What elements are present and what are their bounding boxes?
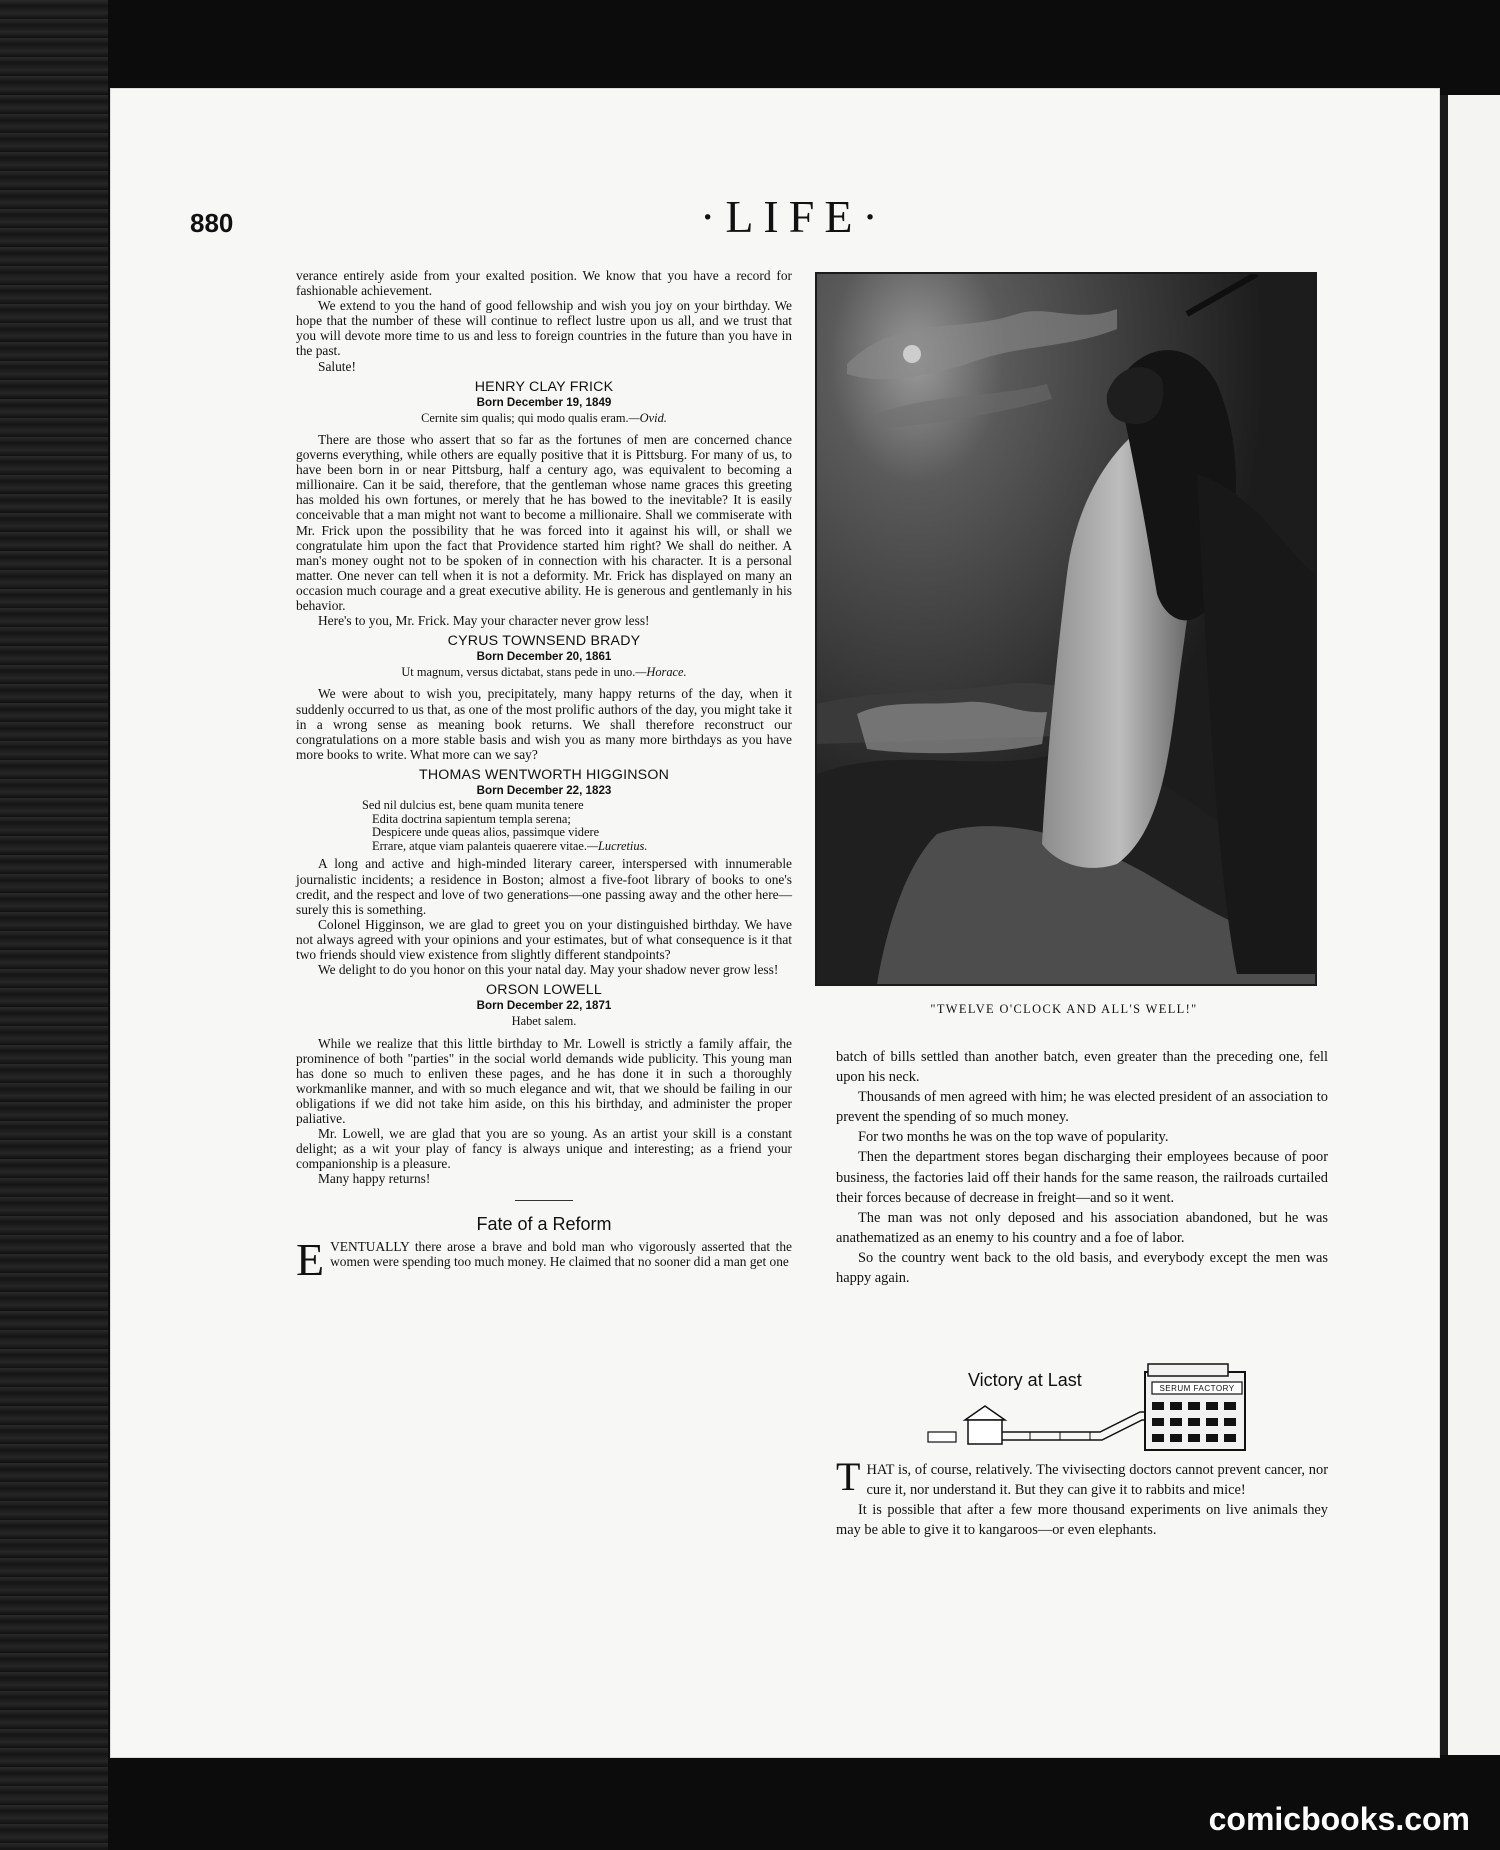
lowell-born: Born December 22, 1871 (476, 999, 612, 1013)
intro-paragraph-1: verance entirely aside from your exalted position. We know that you have a record for fashionable achievement. (296, 268, 792, 299)
reform-paragraph-text: VENTUALLY there arose a brave and bold man who vigorously asserted that the women were spending too much money. He claimed that no sooner did a man get one (330, 1238, 792, 1269)
brady-paragraph-1: We were about to wish you, precipitately, many happy returns of the day, when it suddenly occurred to us that, as one of the most prolific authors of the day, you might take it in a wrong sense as meaning book returns. We shall therefore reconstruct our congratulations on a more stable basis and wish you as many more birthdays as you have more books to write. What more can we say? (296, 686, 792, 762)
reform-continued-paragraph-3: For two months he was on the top wave of popularity. (858, 1129, 1169, 1146)
reform-continued-paragraph-4: Then the department stores began discharging their employees because of poor business, the factories laid off their hands for the same reason, the railroads curtailed their forces because of decrease in freight—and so it went. (836, 1149, 1328, 1206)
illustration-twelve-oclock (815, 272, 1317, 986)
higginson-paragraph-3: We delight to do you honor on this your natal day. May your shadow never grow less! (318, 962, 779, 978)
frick-paragraph-2: Here's to you, Mr. Frick. May your character never grow less! (318, 613, 650, 629)
frick-born: Born December 19, 1849 (476, 395, 612, 409)
reform-continued-paragraph-1: batch of bills settled than another batch, even greater than the preceding one, fell upon his neck. (836, 1049, 1328, 1086)
scan-edge-left (0, 0, 108, 1850)
frick-paragraph-1: There are those who assert that so far as the fortunes of men are concerned chance governs everything, while others are equally positive that it is Pittsburg. For many of us, to have been born in or near Pittsburg, half a century ago, was equivalent to becoming a millionaire. Can it be said, therefore, that the gentleman whose name graces this greeting has molded his own fortunes, or merely that he has bowed to the inevitable? It is easily conceivable that a man might not want to become a millionaire. Shall we commiserate with Mr. Frick upon the possibility that he was forced into it against his will, or shall we congratulate him upon the fact that Providence started him right? We shall do neither. A man's money ought not to be spoken of in connection with his character. It is a personal matter. One never can tell when it is not a deformity. Mr. Frick has displayed on many an occasion much courage and a great executive ability. He is generous and gentlemanly in his behavior. (296, 431, 792, 613)
illustration-drawing (817, 274, 1315, 984)
brady-quote-source: —Horace. (635, 665, 687, 680)
brady-quote-text: Ut magnum, versus dictabat, stans pede in uno. (401, 665, 636, 680)
lowell-paragraph-1: While we realize that this little birthday to Mr. Lowell is strictly a family affair, the prominence of both "parties" in the social world demands wide publicity. This young man has done so much to enliven these pages, and he has done it in such a thoroughly workmanlike manner, and with so much elegance and wit, that we should be failing in our obligations if we did not take him aside, on this his birthday, and administer the proper paliative. (296, 1035, 792, 1126)
higginson-paragraph-1: A long and active and high-minded literary career, interspersed with innumerable journalistic incidents; a residence in Boston; almost a five-foot library of books to one's credit, and the respect and love of two generations—one passing away and the other here—surely this is something. (296, 856, 792, 917)
reform-continued-paragraph-2: Thousands of men agreed with him; he was elected president of an association to prevent the spending of so much money. (836, 1089, 1328, 1126)
brady-heading: CYRUS TOWNSEND BRADY (447, 633, 641, 650)
brady-born: Born December 20, 1861 (476, 650, 612, 664)
factory-sign: SERUM FACTORY (1159, 1384, 1235, 1393)
adjacent-page-edge (1448, 95, 1500, 1755)
intro-salute: Salute! (318, 358, 356, 374)
higginson-heading: THOMAS WENTWORTH HIGGINSON (418, 766, 670, 783)
verse-line-2: Edita doctrina sapientum templa serena; (372, 811, 571, 826)
left-column (296, 268, 792, 1285)
victory-drawing (920, 1362, 1250, 1452)
victory-paragraph-1-text: HAT is, of course, relatively. The vivisecting doctors cannot prevent cancer, nor cure it, nor understand it. But they can give it to rabbits and mice! (866, 1462, 1328, 1499)
reform-title: Fate of a Reform (476, 1214, 612, 1235)
victory-text (836, 1454, 1328, 1540)
victory-title: Victory at Last (968, 1370, 1082, 1390)
verse-line-3: Despicere unde queas alios, passimque videre (372, 825, 600, 840)
lowell-paragraph-3: Many happy returns! (318, 1171, 431, 1187)
frick-quote (296, 411, 792, 426)
frick-quote-source: —Ovid. (628, 410, 667, 425)
higginson-born: Born December 22, 1823 (476, 784, 612, 797)
lowell-paragraph-2: Mr. Lowell, we are glad that you are so young. As an artist your skill is a constant delight; as a wit your play of fancy is always unique and interesting; as a friend your companionship is a pleasure. (296, 1126, 792, 1172)
victory-paragraph-1 (836, 1454, 1328, 1500)
watermark: comicbooks.com (1208, 1801, 1470, 1837)
reform-continued-paragraph-5: The man was not only deposed and his association abandoned, but he was anathematized as an enemy to his country and a foe of labor. (836, 1209, 1328, 1246)
verse-line-4-text: Errare, atque viam palanteis quaerere vitae. (372, 838, 587, 853)
higginson-verse (362, 799, 792, 853)
frick-heading: HENRY CLAY FRICK (474, 378, 614, 395)
right-column (836, 1047, 1328, 1288)
illustration-caption: "TWELVE O'CLOCK AND ALL'S WELL!" (930, 1002, 1198, 1016)
page-number: 880 (190, 208, 234, 238)
verse-source: —Lucretius. (587, 838, 648, 853)
higginson-paragraph-2: Colonel Higginson, we are glad to greet you on your distinguished birthday. We have not always agreed with your opinions and your estimates, but of what consequence is it that two friends should view existence from slightly different standpoints? (296, 916, 792, 963)
lowell-heading: ORSON LOWELL (486, 982, 602, 999)
reform-paragraph-1 (296, 1233, 792, 1285)
verse-line-4 (362, 840, 792, 854)
brady-quote (296, 665, 792, 680)
victory-dropcap: T (836, 1454, 861, 1499)
lowell-quote: Habet salem. (511, 1014, 577, 1029)
frick-quote-text: Cernite sim qualis; qui modo qualis eram. (421, 410, 629, 425)
masthead-life: ·LIFE· (700, 191, 888, 242)
section-divider (515, 1200, 573, 1201)
reform-dropcap: E (296, 1233, 325, 1285)
reform-continued-paragraph-6: So the country went back to the old basis, and everybody except the men was happy again. (836, 1249, 1328, 1287)
victory-paragraph-2: It is possible that after a few more thousand experiments on live animals they may be able to give it to kangaroos—or even elephants. (836, 1502, 1328, 1539)
intro-paragraph-2: We extend to you the hand of good fellowship and wish you joy on your birthday. We hope that the number of these will continue to reflect lustre upon us all, and we trust that you will devote more time to us and less to foreign countries in the future than you have in the past. (296, 298, 792, 359)
verse-line-1: Sed nil dulcius est, bene quam munita tenere (362, 798, 584, 813)
victory-cartoon (920, 1362, 1250, 1452)
